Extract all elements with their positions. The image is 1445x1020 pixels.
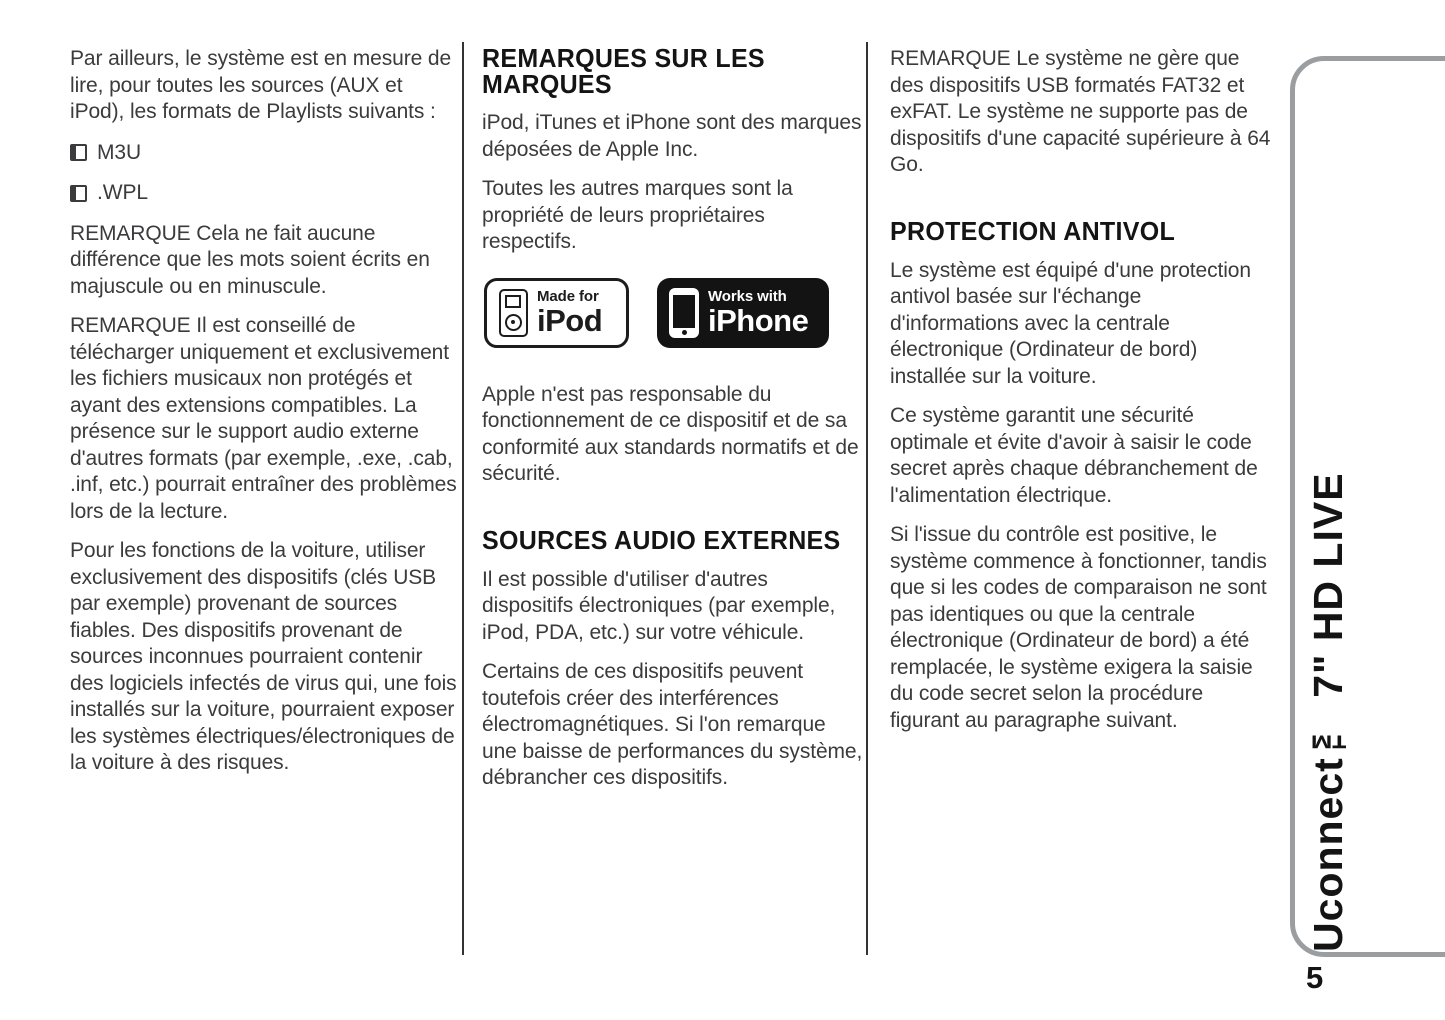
- bullet-label: .WPL: [97, 181, 148, 204]
- badge-label: Works with: [708, 288, 787, 305]
- paragraph: Certains de ces dispositifs peuvent toutefois créer des interférences électromagnétiques. Si l'on remarque une baisse de performances du système, débrancher ces dispositifs.: [482, 660, 863, 789]
- paragraph: iPod, iTunes et iPhone sont des marques déposées de Apple Inc.: [482, 111, 862, 161]
- bullet-label: M3U: [97, 140, 142, 164]
- paragraph: Par ailleurs, le système est en mesure de lire, pour toutes les sources (AUX et iPod), les formats de Playlists suivants :: [70, 47, 452, 123]
- page-number: 5: [1306, 960, 1324, 995]
- bullet-item: [70, 180, 458, 207]
- paragraph: Apple n'est pas responsable du fonctionnement de ce dispositif et de sa conformité aux standards normatifs et de sécurité.: [482, 382, 859, 485]
- paragraph: Le système est équipé d'une protection antivol basée sur l'échange d'informations avec la centrale électronique (Ordinateur de bord) installée sur la voiture.: [890, 258, 1251, 388]
- chapter-title: Uconnect™ 7" HD LIVE: [1305, 472, 1351, 952]
- section-heading-protection-antivol: PROTECTION ANTIVOL: [890, 216, 1176, 246]
- paragraph: Si l'issue du contrôle est positive, le système commence à fonctionner, tandis que si les codes de comparaison ne sont pas identiques ou que la centrale électronique (Ordinateur de bord) a été remplacée, le système exigera la saisie du code secret selon la procédure figurant au paragraphe suivant.: [890, 523, 1267, 732]
- made-for-ipod-badge: [484, 278, 629, 348]
- note-paragraph: REMARQUE Le système ne gère que des dispositifs USB formatés FAT32 et exFAT. Le système ne supporte pas de dispositifs d'une capacité supérieure à 64 Go.: [890, 47, 1271, 176]
- section-heading-remarques-sur-les-marques: REMARQUES SUR LES MARQUES: [482, 43, 765, 100]
- bullet-list: [70, 140, 458, 207]
- note-paragraph: REMARQUE Cela ne fait aucune différence que les mots soient écrits en majuscule ou en minuscule.: [70, 221, 430, 298]
- note-paragraph: REMARQUE Il est conseillé de télécharger uniquement et exclusivement les fichiers musicaux non protégés et ayant des extensions compatibles. La présence sur le support audio externe d'autres formats (par exemple, .exe, .cab, .inf, etc.) pourrait entraîner des problèmes lors de la lecture.: [70, 314, 457, 523]
- column-middle: [482, 43, 864, 805]
- paragraph: Ce système garantit une sécurité optimale et évite d'avoir à saisir le code secret après chaque débranchement de l'alimentation électrique.: [890, 404, 1258, 507]
- apple-badges: [484, 278, 864, 348]
- iphone-icon: [669, 288, 699, 338]
- badge-label: iPod: [537, 303, 603, 338]
- column-right: [890, 46, 1272, 747]
- bullet-item: [70, 140, 458, 167]
- column-divider: [462, 42, 464, 955]
- section-heading-sources-audio-externes: SOURCES AUDIO EXTERNES: [482, 525, 841, 555]
- works-with-iphone-badge: [657, 278, 829, 348]
- bullet-square-icon: [70, 144, 87, 161]
- badge-label: iPhone: [708, 303, 809, 338]
- paragraph: Pour les fonctions de la voiture, utiliser exclusivement des dispositifs (clés USB par exemple) provenant de sources fiables. Des dispositifs provenant de sources inconnues pourraient contenir des logiciels infectés de virus qui, une fois installés sur la voiture, pourraient exposer les systèmes électriques/électroniques de la voiture à des risques.: [70, 539, 457, 774]
- paragraph: Il est possible d'utiliser d'autres dispositifs électroniques (par exemple, iPod, PDA, etc.) sur votre véhicule.: [482, 567, 836, 644]
- column-divider: [866, 42, 868, 955]
- chapter-tab: [1290, 56, 1445, 957]
- paragraph: Toutes les autres marques sont la propriété de leurs propriétaires respectifs.: [482, 177, 793, 253]
- column-left: [70, 46, 458, 790]
- ipod-icon: [499, 289, 528, 337]
- bullet-square-icon: [70, 185, 87, 202]
- badge-label: Made for: [537, 288, 599, 305]
